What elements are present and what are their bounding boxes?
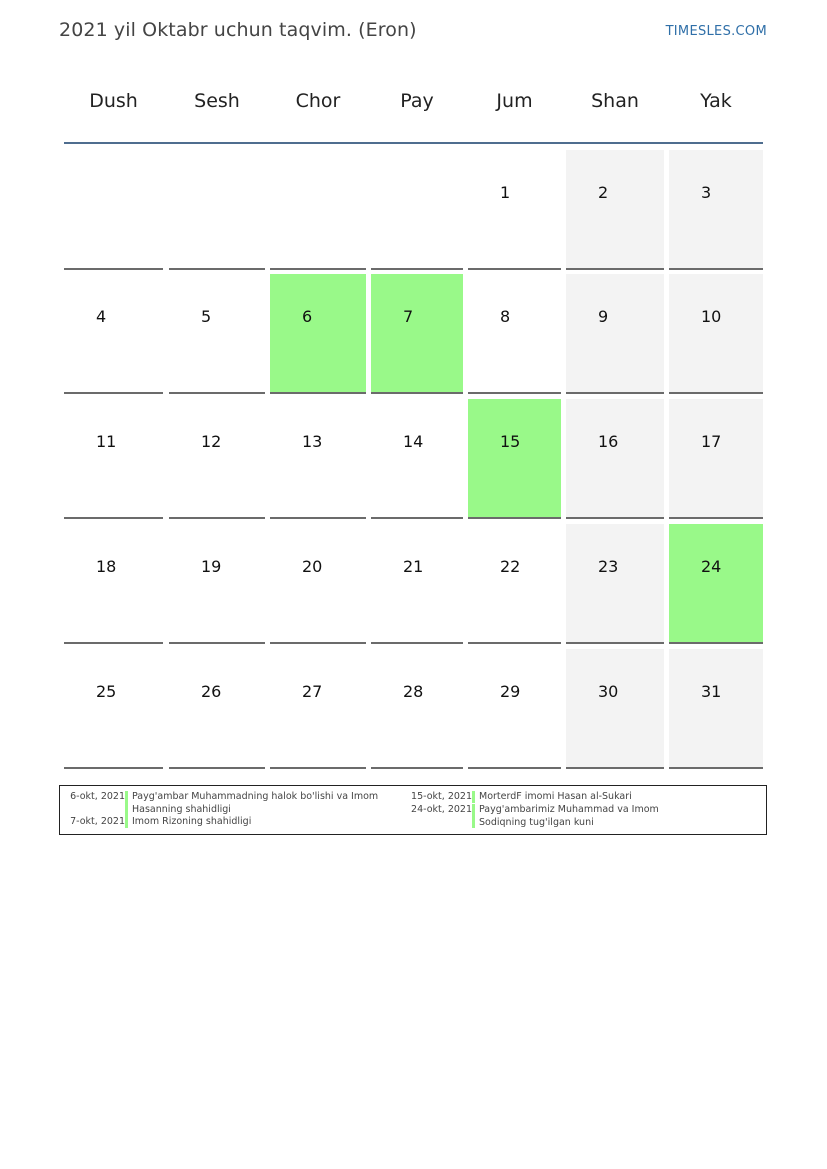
holiday-legend xyxy=(59,785,767,835)
calendar-day-cell[interactable] xyxy=(270,649,366,769)
calendar-day-cell[interactable] xyxy=(669,399,763,519)
page-title: 2021 yil Oktabr uchun taqvim. (Eron) xyxy=(59,19,417,41)
calendar-day-cell[interactable] xyxy=(270,399,366,519)
weekday-mon: Dush xyxy=(89,90,138,112)
day-number: 1 xyxy=(500,183,511,202)
calendar-day-cell[interactable] xyxy=(169,649,265,769)
day-number: 3 xyxy=(701,183,712,202)
day-number: 30 xyxy=(598,682,619,701)
weekday-header-row xyxy=(64,90,763,120)
calendar-day-cell[interactable] xyxy=(669,649,763,769)
calendar-day-cell[interactable] xyxy=(371,274,463,394)
weekday-wed: Chor xyxy=(295,90,341,112)
day-number: 14 xyxy=(403,432,424,451)
calendar-day-cell[interactable] xyxy=(270,274,366,394)
day-number: 19 xyxy=(201,557,222,576)
calendar-day-cell[interactable] xyxy=(669,274,763,394)
legend-color-bar xyxy=(125,816,128,828)
legend-text: MorterdF imomi Hasan al-Sukari xyxy=(479,791,632,802)
weekday-sat: Shan xyxy=(591,90,639,112)
brand-link[interactable]: TIMESLES.COM xyxy=(665,24,767,39)
day-number: 9 xyxy=(598,307,609,326)
calendar-day-cell[interactable] xyxy=(566,524,664,644)
day-number: 16 xyxy=(598,432,619,451)
calendar-day-cell[interactable] xyxy=(566,399,664,519)
calendar-day-cell[interactable] xyxy=(468,399,561,519)
day-number: 26 xyxy=(201,682,222,701)
day-number: 23 xyxy=(598,557,619,576)
calendar-empty-cell xyxy=(270,150,366,270)
legend-date: 6-okt, 2021 xyxy=(70,791,125,802)
legend-date: 24-okt, 2021 xyxy=(411,804,472,815)
calendar-day-cell[interactable] xyxy=(64,649,163,769)
calendar-day-cell[interactable] xyxy=(64,274,163,394)
calendar-empty-cell xyxy=(371,150,463,270)
legend-text: Payg'ambar Muhammadning halok bo'lishi va Imom Hasanning shahidligi xyxy=(132,791,379,815)
calendar-day-cell[interactable] xyxy=(371,524,463,644)
legend-date: 7-okt, 2021 xyxy=(70,816,125,827)
calendar-day-cell[interactable] xyxy=(169,399,265,519)
legend-color-bar xyxy=(472,804,475,828)
legend-date: 15-okt, 2021 xyxy=(411,791,472,802)
calendar-day-cell[interactable] xyxy=(64,399,163,519)
calendar-day-cell[interactable] xyxy=(669,150,763,270)
day-number: 12 xyxy=(201,432,222,451)
calendar-day-cell[interactable] xyxy=(468,274,561,394)
calendar-day-cell[interactable] xyxy=(468,524,561,644)
day-number: 13 xyxy=(302,432,323,451)
calendar-day-cell[interactable] xyxy=(468,649,561,769)
legend-text: Payg'ambarimiz Muhammad va Imom Sodiqning tug'ilgan kuni xyxy=(479,804,659,828)
calendar-day-cell[interactable] xyxy=(566,274,664,394)
calendar-day-cell[interactable] xyxy=(169,524,265,644)
calendar-day-cell[interactable] xyxy=(169,274,265,394)
weekday-tue: Sesh xyxy=(194,90,240,112)
day-number: 27 xyxy=(302,682,323,701)
day-number: 10 xyxy=(701,307,722,326)
day-number: 21 xyxy=(403,557,424,576)
calendar-day-cell[interactable] xyxy=(371,399,463,519)
legend-text: Imom Rizoning shahidligi xyxy=(132,816,252,827)
calendar-day-cell[interactable] xyxy=(669,524,763,644)
weekday-sun: Yak xyxy=(700,90,732,112)
day-number: 22 xyxy=(500,557,521,576)
calendar-day-cell[interactable] xyxy=(371,649,463,769)
day-number: 29 xyxy=(500,682,521,701)
calendar-day-cell[interactable] xyxy=(566,150,664,270)
day-number: 5 xyxy=(201,307,212,326)
day-number: 25 xyxy=(96,682,117,701)
calendar-day-cell[interactable] xyxy=(468,150,561,270)
calendar-empty-cell xyxy=(169,150,265,270)
day-number: 15 xyxy=(500,432,521,451)
day-number: 4 xyxy=(96,307,107,326)
weekday-fri: Jum xyxy=(496,90,533,112)
legend-color-bar xyxy=(125,791,128,817)
day-number: 24 xyxy=(701,557,722,576)
header-divider xyxy=(64,142,763,144)
day-number: 31 xyxy=(701,682,722,701)
weekday-thu: Pay xyxy=(400,90,434,112)
day-number: 11 xyxy=(96,432,117,451)
calendar-day-cell[interactable] xyxy=(270,524,366,644)
day-number: 17 xyxy=(701,432,722,451)
legend-color-bar xyxy=(472,791,475,803)
calendar-day-cell[interactable] xyxy=(64,524,163,644)
day-number: 8 xyxy=(500,307,511,326)
day-number: 18 xyxy=(96,557,117,576)
day-number: 7 xyxy=(403,307,414,326)
calendar-empty-cell xyxy=(64,150,163,270)
day-number: 20 xyxy=(302,557,323,576)
calendar-day-cell[interactable] xyxy=(566,649,664,769)
day-number: 6 xyxy=(302,307,313,326)
day-number: 2 xyxy=(598,183,609,202)
day-number: 28 xyxy=(403,682,424,701)
